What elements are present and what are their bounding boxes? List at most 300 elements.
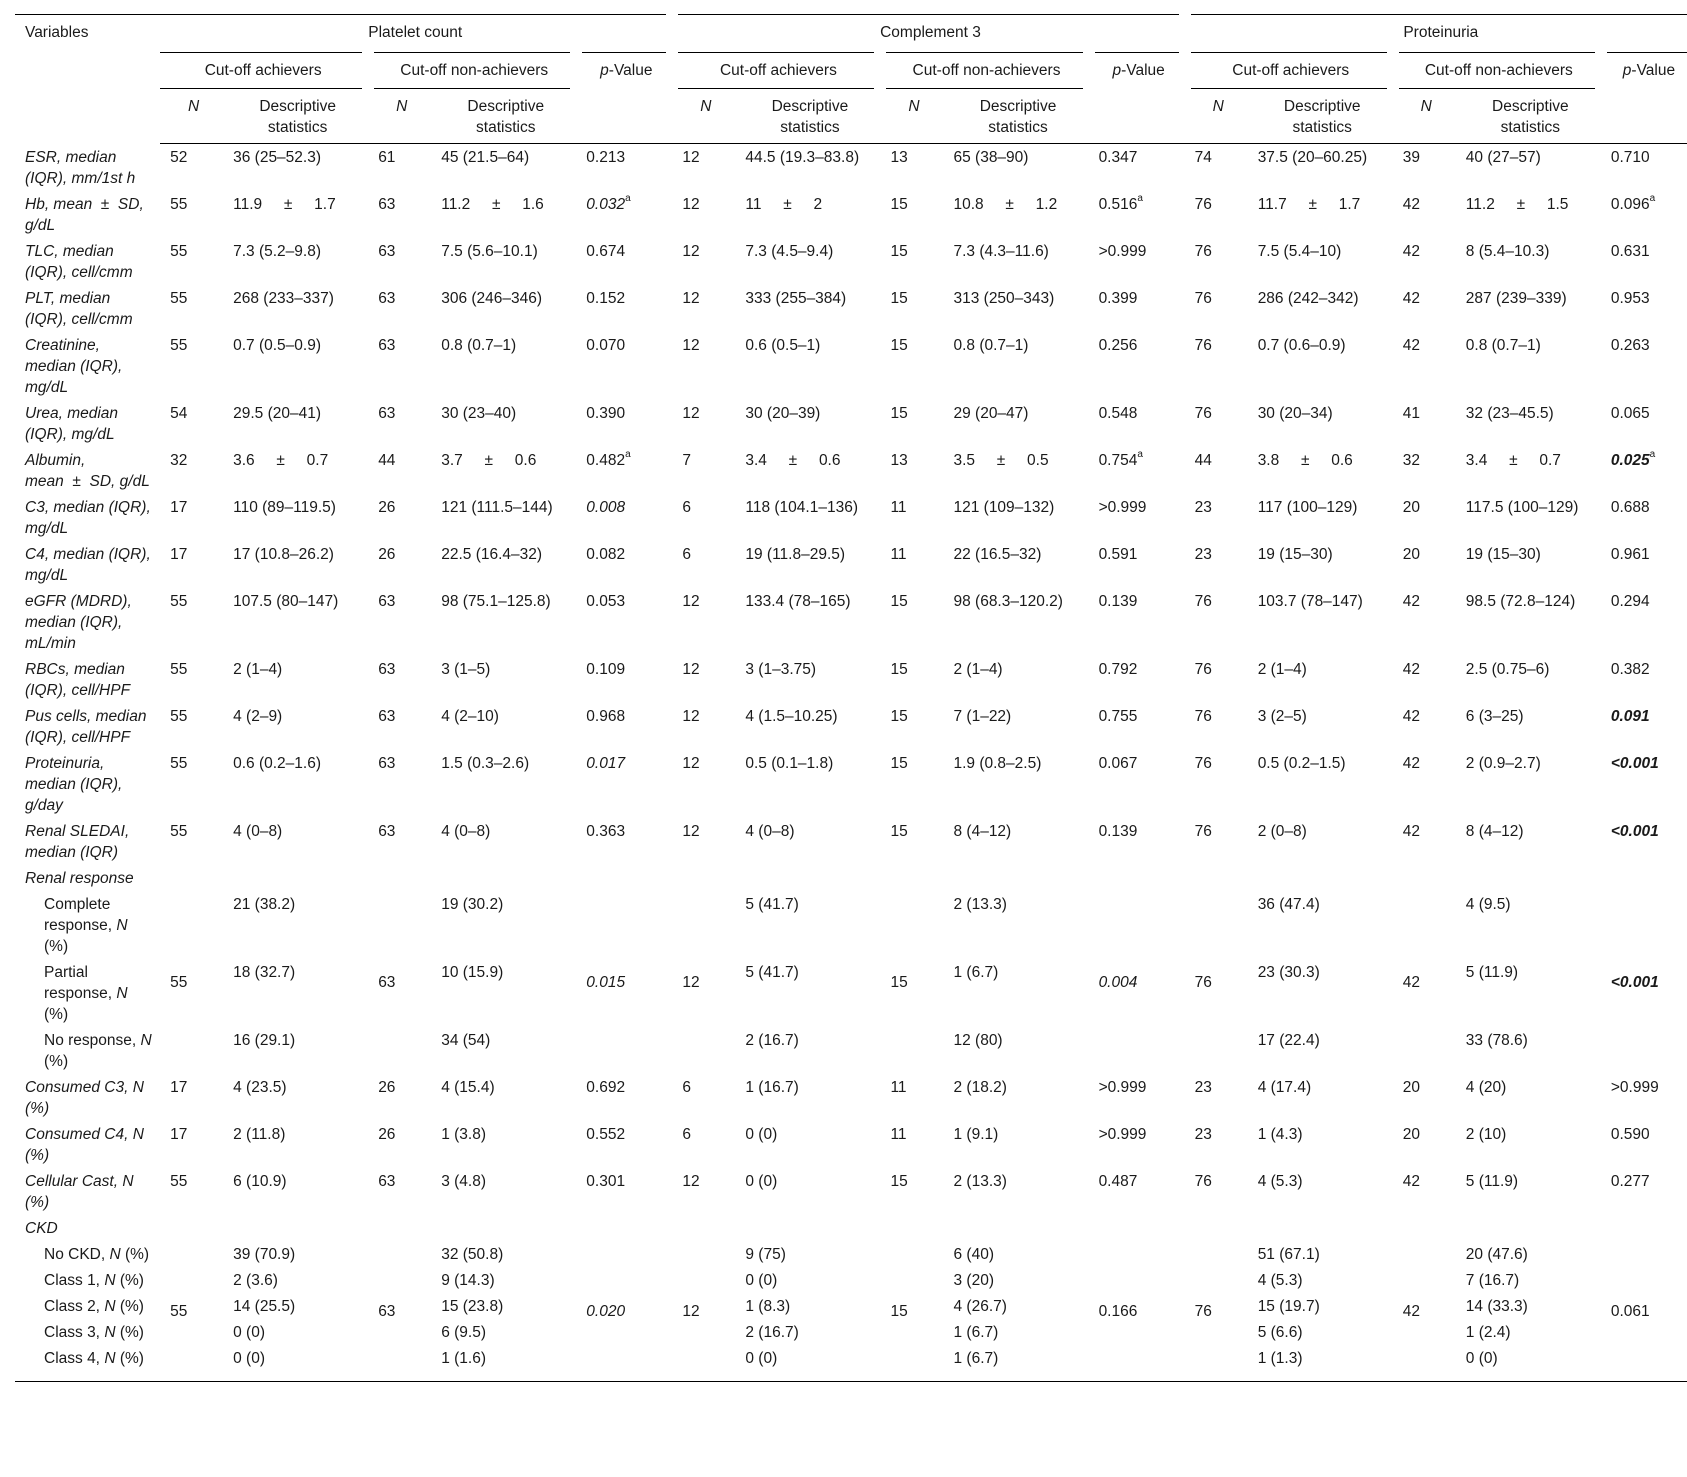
stat-cell	[223, 191, 368, 238]
stat-cell	[1456, 1121, 1601, 1168]
cell-value: 42	[1402, 336, 1421, 354]
table-row	[15, 285, 1687, 332]
row-label: RBCs, median (IQR), cell/HPF	[25, 660, 131, 699]
n-cell	[368, 541, 431, 588]
stat-cell: 7 (16.7)	[1465, 1271, 1520, 1289]
n-cell	[672, 1121, 735, 1168]
p-value-cell	[1601, 703, 1687, 750]
n-cell	[672, 494, 735, 541]
subcategory-row	[15, 891, 1687, 959]
cell-value: 118 (104.1–136)	[745, 498, 858, 516]
empty-cell	[1601, 1215, 1687, 1241]
cell-value: 42	[1402, 195, 1421, 213]
stat-cell	[1456, 750, 1601, 818]
plus-minus-sign: ±	[996, 451, 1006, 469]
n-cell	[368, 818, 431, 865]
stat-cell: 5 (41.7)	[745, 895, 799, 913]
cell-value: 37.5 (20–60.25)	[1257, 149, 1368, 166]
cell-value: 0.5 (0.1–1.8)	[745, 754, 834, 772]
subcategory-n: N	[116, 984, 128, 1002]
plus-minus-sign: ±	[1300, 451, 1310, 469]
cell-value: 306 (246–346)	[441, 289, 543, 307]
empty-cell	[1248, 1215, 1393, 1241]
descriptive-statistics-header: Descriptive statistics	[223, 89, 368, 144]
plus-minus-sign: ±	[484, 451, 494, 469]
cell-value: 2 (1–4)	[953, 660, 1003, 678]
stat-cell: 14 (25.5)	[233, 1297, 296, 1315]
cell-value: 26	[378, 545, 396, 563]
cell-value: 3.4 ± 0.7	[1465, 451, 1561, 469]
n-cell	[160, 1168, 223, 1215]
cell-value: 0.166	[1098, 1302, 1138, 1320]
cell-value: 12	[682, 754, 700, 772]
empty-cell	[368, 1215, 431, 1241]
stat-cell: 21 (38.2)	[233, 895, 296, 913]
cell-value: 117.5 (100–129)	[1465, 498, 1579, 516]
n-cell	[880, 191, 943, 238]
n-header: N	[160, 89, 223, 144]
n-cell: 63	[368, 1241, 431, 1382]
empty-cell	[431, 1215, 576, 1241]
p-value-cell	[576, 891, 672, 1074]
p-value-cell	[1089, 891, 1185, 1074]
cell-value: >0.999	[1098, 242, 1147, 260]
cell-value: 4 (2–10)	[441, 707, 499, 725]
cell-value: 0.968	[586, 707, 626, 725]
cell-value: 63	[378, 195, 396, 213]
empty-cell	[880, 865, 943, 891]
cell-value: 8 (4–12)	[1465, 822, 1524, 840]
cell-value: 12	[682, 822, 700, 840]
non-achievers-header: Cut-off non-achievers	[880, 53, 1088, 89]
cell-value: 15	[890, 592, 908, 610]
subcategory-pct: (%)	[115, 1323, 144, 1341]
n-cell	[880, 541, 943, 588]
empty-cell	[160, 865, 223, 891]
stat-cell: 33 (78.6)	[1465, 1031, 1528, 1049]
subcategory-n: N	[116, 916, 128, 934]
cell-value: 0.256	[1098, 336, 1138, 354]
cell-value: 0.139	[1098, 592, 1138, 610]
cell-value: 6	[682, 1125, 691, 1143]
p-value-cell	[1089, 191, 1185, 238]
stat-cell	[1248, 285, 1393, 332]
n-cell	[672, 541, 735, 588]
descriptive-statistics-header: Descriptive statistics	[735, 89, 880, 144]
cell-value: 117 (100–129)	[1257, 498, 1358, 516]
cell-value: 6	[682, 1078, 691, 1096]
cell-value: 0.277	[1610, 1172, 1650, 1190]
p-value-italic: p	[1622, 62, 1632, 79]
row-label: Consumed C4, N (%)	[25, 1125, 144, 1164]
n-cell	[672, 656, 735, 703]
cell-value: 76	[1194, 289, 1212, 307]
cell-value: 0.213	[586, 149, 626, 166]
cell-value: 313 (250–343)	[953, 289, 1055, 307]
p-value-header	[1089, 53, 1185, 144]
cell-value: 0 (0)	[745, 1125, 778, 1143]
n-cell	[672, 285, 735, 332]
cell-value: 0.015	[586, 974, 626, 991]
p-value-cell	[1601, 447, 1687, 494]
stat-cell: 34 (54)	[441, 1031, 491, 1049]
cell-value: 0.590	[1610, 1125, 1650, 1143]
cell-value: 7.5 (5.4–10)	[1257, 242, 1342, 260]
n-cell	[672, 588, 735, 656]
footnote-marker: a	[1649, 193, 1656, 205]
cell-value: 0.674	[586, 242, 626, 260]
cell-value: 26	[378, 1078, 396, 1096]
cell-value: 42	[1402, 289, 1421, 307]
n-cell	[160, 703, 223, 750]
n-cell	[1185, 332, 1248, 400]
cell-value: 0.067	[1098, 754, 1138, 772]
p-value-cell	[576, 238, 672, 285]
stat-cell	[223, 238, 368, 285]
table-row	[15, 703, 1687, 750]
stat-cell	[1456, 144, 1601, 191]
n-cell	[1185, 1168, 1248, 1215]
plus-minus-sign: ±	[276, 451, 285, 469]
cell-value: 3 (1–5)	[441, 660, 491, 678]
stat-cell: 9 (75)	[745, 1245, 786, 1263]
empty-cell	[672, 865, 735, 891]
p-value-cell	[1089, 238, 1185, 285]
stat-cell: 0 (0)	[745, 1271, 778, 1289]
cell-value: 22.5 (16.4–32)	[441, 545, 543, 563]
n-cell	[880, 703, 943, 750]
cell-value: 42	[1402, 242, 1421, 260]
stat-cell	[431, 285, 576, 332]
cell-value: 23	[1194, 1078, 1212, 1096]
n-cell	[672, 238, 735, 285]
cell-value: 0.390	[586, 404, 626, 422]
empty-cell	[943, 865, 1088, 891]
cell-value: 36 (25–52.3)	[233, 149, 322, 166]
cell-value: 23	[1194, 1125, 1212, 1143]
p-value-cell	[576, 1241, 672, 1382]
cell-value: 0.688	[1610, 498, 1650, 516]
stat-cell: 1 (1.3)	[1248, 1345, 1393, 1382]
n-cell	[368, 238, 431, 285]
cell-value: 76	[1194, 592, 1212, 610]
p-value-suffix: -Value	[1121, 62, 1165, 79]
n-cell	[1185, 447, 1248, 494]
n-cell	[160, 144, 223, 191]
n-cell	[880, 285, 943, 332]
cell-value: 40 (27–57)	[1465, 149, 1541, 166]
n-cell: 55	[160, 1241, 223, 1382]
cell-value: 76	[1194, 1172, 1212, 1190]
cell-value: 42	[1402, 660, 1421, 678]
stat-cell	[431, 541, 576, 588]
cell-value: 4 (0–8)	[441, 822, 491, 840]
cell-value: 11 ± 2	[745, 195, 823, 213]
stat-cell	[223, 1168, 368, 1215]
cell-value: 63	[378, 336, 396, 354]
stat-cell	[1456, 285, 1601, 332]
n-cell: 76	[1194, 974, 1212, 991]
plus-minus-sign: ±	[491, 195, 501, 213]
cell-value: 63	[378, 754, 396, 772]
cell-value: 98 (68.3–120.2)	[953, 592, 1063, 610]
cell-value: 41	[1402, 404, 1421, 422]
stat-cell	[735, 656, 880, 703]
n-cell	[160, 656, 223, 703]
cell-value: 52	[170, 149, 188, 166]
stat-cell	[1456, 494, 1601, 541]
p-value-cell	[1601, 144, 1687, 191]
group-header-complement: Complement 3	[672, 15, 1184, 53]
p-value-header	[1601, 53, 1687, 144]
stat-cell	[223, 750, 368, 818]
stat-cell	[1456, 1168, 1601, 1215]
n-cell	[1185, 656, 1248, 703]
cell-value: 4 (17.4)	[1257, 1078, 1312, 1096]
stat-cell: 51 (67.1)	[1257, 1245, 1320, 1263]
p-value-italic: p	[1112, 62, 1122, 79]
subcategory-pct: (%)	[44, 1005, 69, 1023]
empty-cell	[1185, 865, 1248, 891]
cell-value: 26	[378, 1125, 396, 1143]
stat-cell: 14 (33.3)	[1465, 1297, 1528, 1315]
table-row	[15, 588, 1687, 656]
cell-value: 0.552	[586, 1125, 626, 1143]
stat-cell	[943, 238, 1088, 285]
subcategory-n: N	[104, 1271, 116, 1289]
stat-cell	[431, 818, 576, 865]
table-row	[15, 1074, 1687, 1121]
stat-cell	[431, 144, 576, 191]
section-header-row	[15, 1215, 1687, 1241]
cell-value: 17	[170, 1125, 188, 1143]
descriptive-statistics-header: Descriptive statistics	[943, 89, 1088, 144]
n-cell	[1185, 750, 1248, 818]
achievers-header: Cut-off achievers	[1185, 53, 1393, 89]
p-value-cell	[1089, 332, 1185, 400]
subcategory-label	[15, 1345, 160, 1382]
cell-value: 55	[170, 660, 188, 678]
cell-value: 32 (23–45.5)	[1465, 404, 1554, 422]
n-cell	[880, 1168, 943, 1215]
cell-value: 0.631	[1610, 242, 1650, 260]
cell-value: 44	[378, 451, 396, 469]
n-cell	[1393, 541, 1456, 588]
cell-value: 15	[890, 404, 908, 422]
p-value-cell	[1601, 818, 1687, 865]
n-cell: 15	[890, 974, 908, 991]
cell-value: 32	[1402, 451, 1421, 469]
stat-cell	[943, 285, 1088, 332]
subcategory-label	[15, 1027, 160, 1074]
cell-value: 19 (15–30)	[1465, 545, 1541, 563]
stat-cell	[1248, 1168, 1393, 1215]
stat-cell	[1456, 656, 1601, 703]
n-cell	[1393, 1168, 1456, 1215]
stat-cell: 2 (13.3)	[953, 895, 1007, 913]
stat-cell	[735, 332, 880, 400]
row-label: Pus cells, median (IQR), cell/HPF	[25, 707, 147, 746]
n-cell	[368, 144, 431, 191]
empty-cell	[1393, 865, 1456, 891]
n-cell	[1393, 1121, 1456, 1168]
cell-value: 0.710	[1610, 149, 1650, 166]
cell-value: 0.096	[1610, 195, 1650, 213]
n-cell	[880, 588, 943, 656]
non-achievers-header: Cut-off non-achievers	[1393, 53, 1601, 89]
stat-cell	[223, 818, 368, 865]
p-value-cell	[1089, 656, 1185, 703]
cell-value: 15	[890, 660, 908, 678]
cell-value: 0.065	[1610, 404, 1650, 422]
n-cell	[368, 447, 431, 494]
stat-cell	[735, 1121, 880, 1168]
stat-cell: 6 (40)	[953, 1245, 994, 1263]
p-value-cell	[1089, 818, 1185, 865]
cell-value: 12	[682, 242, 700, 260]
p-value-cell	[1601, 494, 1687, 541]
n-cell	[672, 191, 735, 238]
cell-value: 4 (15.4)	[441, 1078, 495, 1096]
cell-value: 11	[890, 545, 907, 563]
cell-value: 268 (233–337)	[233, 289, 334, 307]
n-cell	[1393, 588, 1456, 656]
p-value-cell	[576, 191, 672, 238]
cell-value: 32	[170, 451, 188, 469]
stat-cell	[1248, 541, 1393, 588]
stat-cell	[223, 1121, 368, 1168]
stat-cell: 39 (70.9)	[233, 1245, 296, 1263]
stat-cell	[943, 494, 1088, 541]
stat-cell: 32 (50.8)	[441, 1245, 504, 1263]
stat-cell	[1248, 494, 1393, 541]
plus-minus-sign: ±	[1509, 451, 1518, 469]
stat-cell	[735, 238, 880, 285]
subcategory-n: N	[104, 1323, 116, 1341]
n-cell	[368, 656, 431, 703]
stat-cell	[943, 1121, 1088, 1168]
n-cell	[1393, 818, 1456, 865]
empty-cell	[1456, 865, 1601, 891]
footnote-marker: a	[1649, 449, 1656, 461]
p-value-cell	[576, 447, 672, 494]
cell-value: >0.999	[1098, 1125, 1147, 1143]
cell-value: 0.516	[1098, 195, 1138, 213]
stat-cell	[943, 750, 1088, 818]
footnote-marker: a	[1137, 449, 1143, 461]
n-cell	[1185, 703, 1248, 750]
cell-value: 55	[170, 592, 188, 610]
cell-value: 0.7 (0.5–0.9)	[233, 336, 322, 354]
empty-cell	[672, 1215, 735, 1241]
cell-value: <0.001	[1610, 974, 1659, 991]
n-cell: 12	[682, 974, 700, 991]
stat-cell	[735, 703, 880, 750]
subcategory-pct: (%)	[115, 1297, 144, 1315]
n-cell	[160, 1121, 223, 1168]
stat-cell	[943, 541, 1088, 588]
stat-cell	[1456, 238, 1601, 285]
n-cell	[1393, 191, 1456, 238]
cell-value: 15	[890, 242, 908, 260]
p-value-cell	[1089, 588, 1185, 656]
n-cell	[368, 494, 431, 541]
n-cell	[880, 238, 943, 285]
stat-cell	[1456, 1074, 1601, 1121]
stat-cell	[1248, 703, 1393, 750]
n-cell	[1185, 400, 1248, 447]
cell-value: 15	[890, 707, 908, 725]
stat-cell	[735, 494, 880, 541]
n-cell	[1393, 400, 1456, 447]
stat-cell: 2 (16.7)	[745, 1323, 799, 1341]
empty-cell	[880, 1215, 943, 1241]
n-cell	[880, 332, 943, 400]
results-table-container	[15, 14, 1687, 1382]
cell-value: 0.755	[1098, 707, 1138, 725]
n-cell: 76	[1185, 1241, 1248, 1382]
stat-cell	[1456, 588, 1601, 656]
row-label: Cellular Cast, N (%)	[25, 1172, 134, 1211]
subcategory-pct: (%)	[115, 1271, 144, 1289]
cell-value: 3 (4.8)	[441, 1172, 487, 1190]
stat-cell	[1456, 400, 1601, 447]
cell-value: 6	[682, 545, 691, 563]
cell-value: 11.9 ± 1.7	[233, 195, 336, 213]
cell-value: 17	[170, 1078, 188, 1096]
stat-cell	[735, 1168, 880, 1215]
cell-value: 0.7 (0.6–0.9)	[1257, 336, 1346, 354]
variables-header: Variables	[15, 15, 160, 144]
cell-value: 11.2 ± 1.6	[441, 195, 544, 213]
p-value-cell	[1601, 750, 1687, 818]
stat-cell: 2 (3.6)	[233, 1271, 278, 1289]
n-cell	[160, 191, 223, 238]
n-header: N	[1393, 89, 1456, 144]
cell-value: 20	[1402, 498, 1421, 516]
stat-cell: 15 (23.8)	[441, 1297, 504, 1315]
n-cell	[160, 494, 223, 541]
cell-value: 4 (5.3)	[1257, 1172, 1303, 1190]
row-label: Renal SLEDAI, median (IQR)	[25, 822, 130, 861]
cell-value: 0.020	[586, 1302, 626, 1320]
empty-cell	[1185, 1215, 1248, 1241]
row-label: eGFR (MDRD), median (IQR), mL/min	[25, 592, 132, 652]
cell-value: 0.008	[586, 498, 626, 516]
section-header-row	[15, 865, 1687, 891]
cell-value: 55	[170, 754, 188, 772]
table-row	[15, 238, 1687, 285]
p-value-cell	[1601, 332, 1687, 400]
cell-value: >0.999	[1098, 498, 1147, 516]
row-label: PLT, median (IQR), cell/cmm	[25, 289, 133, 328]
stat-cell	[431, 588, 576, 656]
n-header: N	[880, 89, 943, 144]
stat-cell: 1 (8.3)	[745, 1297, 791, 1315]
stat-cell	[735, 400, 880, 447]
n-cell	[160, 1074, 223, 1121]
cell-value: 76	[1194, 195, 1212, 213]
cell-value: 7.3 (4.3–11.6)	[953, 242, 1049, 260]
subcategory-pct: (%)	[120, 1245, 150, 1263]
cell-value: 23	[1194, 545, 1212, 563]
n-cell	[880, 1121, 943, 1168]
cell-value: 0.025	[1610, 451, 1650, 469]
p-value-cell	[1601, 400, 1687, 447]
stat-cell	[1456, 818, 1601, 865]
p-value-cell	[576, 400, 672, 447]
stat-cell	[943, 656, 1088, 703]
